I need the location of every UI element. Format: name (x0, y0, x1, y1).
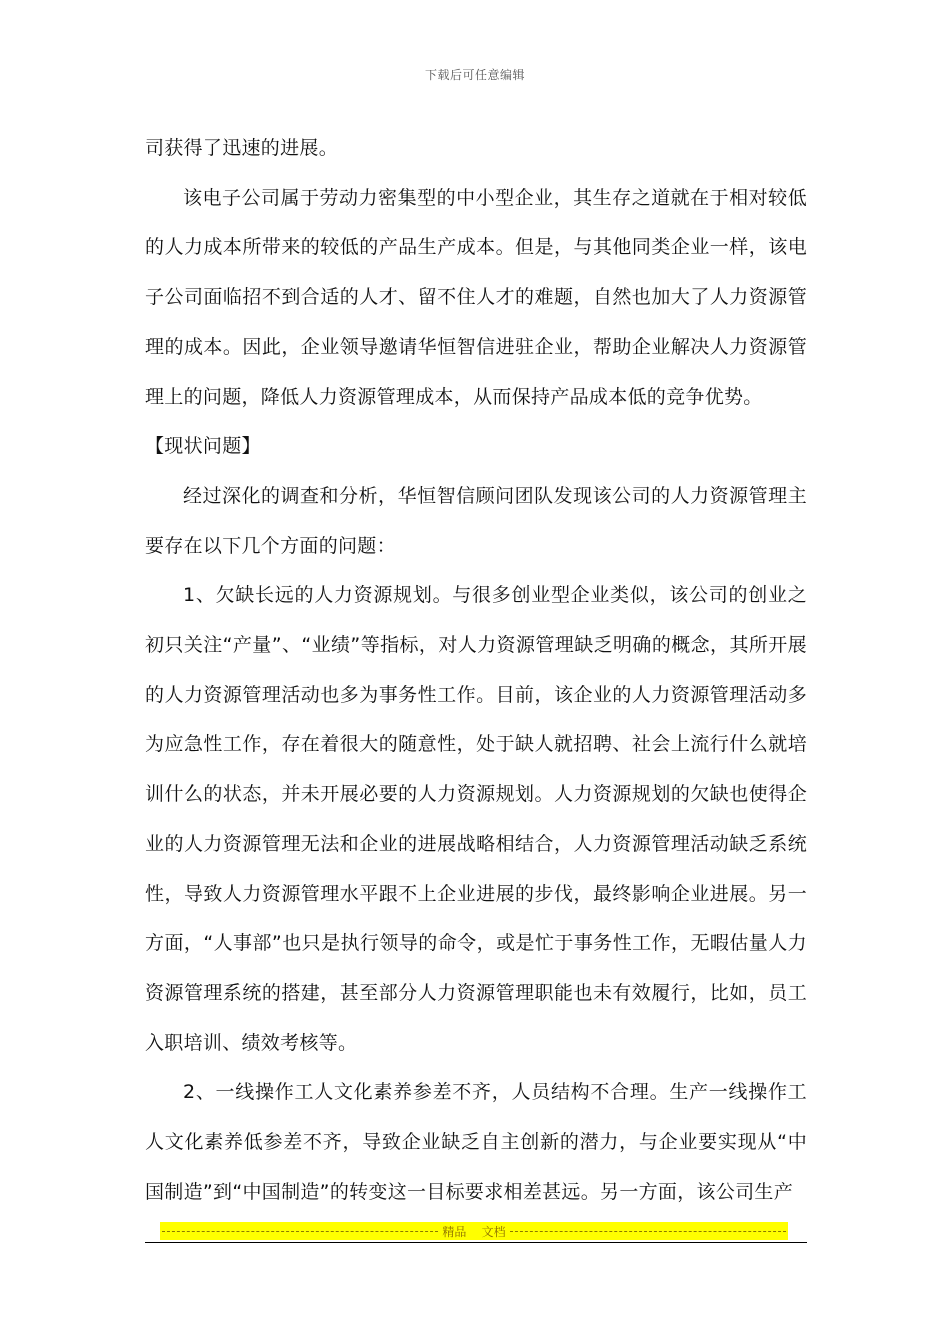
paragraph-company-background: 该电子公司属于劳动力密集型的中小型企业，其生存之道就在于相对较低的人力成本所带来的较低的产品生产成本。但是，与其他同类企业一样，该电子公司面临招不到合适的人才、留不住人才的难题，自然也加大了人力资源管理的成本。因此，企业领导邀请华恒智信进驻企业，帮助企业解决人力资源管理上的问题，降低人力资源管理成本，从而保持产品成本低的竞争优势。 (145, 186, 807, 408)
paragraph-issues-intro: 经过深化的调查和分析，华恒智信顾问团队发现该公司的人力资源管理主要存在以下几个方面的问题： (145, 484, 807, 557)
footer-dashes-left (162, 1231, 438, 1232)
footer-watermark-band (160, 1222, 788, 1240)
page-header-note: 下载后可任意编辑 (424, 68, 525, 82)
document-body (145, 124, 807, 1217)
footer-label: 精品 文档 (442, 1224, 506, 1239)
footer-dashes-right (510, 1231, 786, 1232)
paragraph-issue-2: 2、一线操作工人文化素养参差不齐，人员结构不合理。生产一线操作工人文化素养低参差不齐，导致企业缺乏自主创新的潜力，与企业要实现从“中国制造”到“中国制造”的转变这一目标要求相差甚远。另一方面，该公司生产 (145, 1081, 807, 1203)
paragraph-issue-1: 1、欠缺长远的人力资源规划。与很多创业型企业类似，该公司的创业之初只关注“产量”、“业绩”等指标，对人力资源管理缺乏明确的概念，其所开展的人力资源管理活动也多为事务性工作。目前，该企业的人力资源管理活动多为应急性工作，存在着很大的随意性，处于缺人就招聘、社会上流行什么就培训什么的状态，并未开展必要的人力资源规划。人力资源规划的欠缺也使得企业的人力资源管理无法和企业的进展战略相结合，人力资源管理活动缺乏系统性，导致人力资源管理水平跟不上企业进展的步伐，最终影响企业进展。另一方面，“人事部”也只是执行领导的命令，或是忙于事务性工作，无暇估量人力资源管理系统的搭建，甚至部分人力资源管理职能也未有效履行，比如，员工入职培训、绩效考核等。 (145, 584, 807, 1054)
section-heading-current-issues: 【现状问题】 (145, 435, 261, 458)
footer-rule (145, 1242, 807, 1243)
paragraph-continuation: 司获得了迅速的进展。 (145, 137, 339, 159)
